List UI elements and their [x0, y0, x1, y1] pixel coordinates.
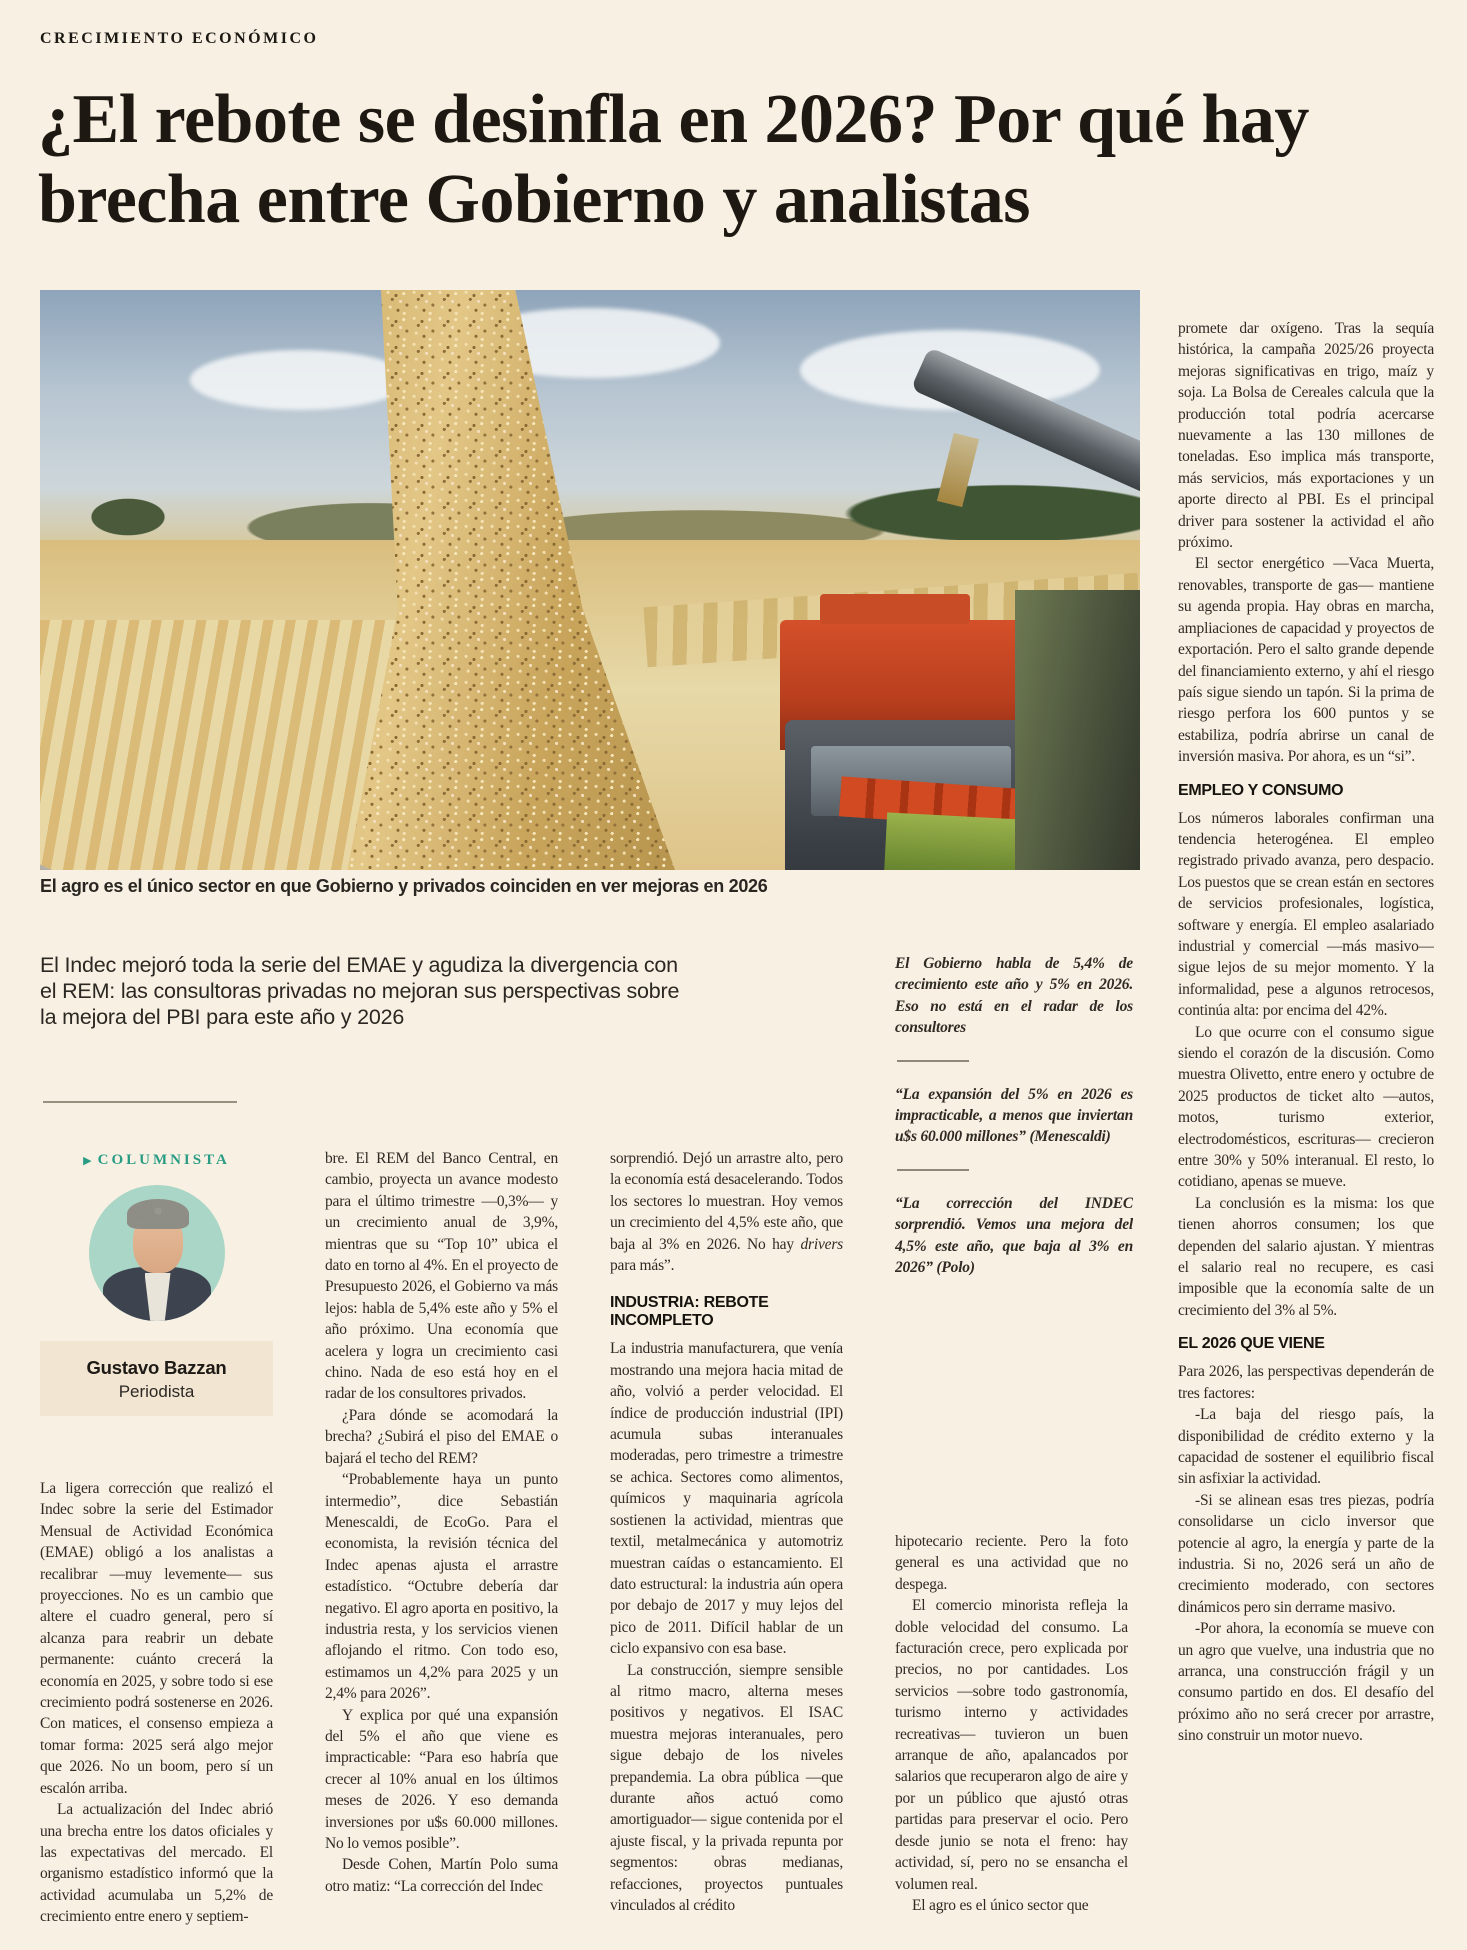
- columnist-card: [40, 1152, 273, 1416]
- paragraph: Lo que ocurre con el consumo sigue siendo el corazón de la discusión. Como muestra Olivetto, entre enero y octubre de 2025 productos de ticket alto —autos, motos, turismo exterior, electrodomésticos, escrituras— crecieron entre 30% y 50% interanual. El resto, lo cotidiano, apenas se mueve.: [1178, 1023, 1434, 1191]
- paragraph: La conclusión es la misma: los que tienen ahorros consumen; los que dependen del salario ajustan. Y mientras el salario real no recupere, es casi imposible que la economía salte de un crecimiento del 3% al 5%.: [1178, 1194, 1434, 1319]
- columnist-role: Periodista: [118, 1382, 195, 1401]
- pullquote-divider: [897, 1169, 969, 1171]
- pullquote-government: El Gobierno habla de 5,4% de crecimiento este año y 5% en 2026. Eso no está en el radar de los consultores: [895, 955, 1133, 1037]
- paragraph: La industria manufacturera, que venía mostrando una mejora hacia mitad de año, volvió a perder velocidad. El índice de producción industrial (IPI) acumula subas interanuales moderadas, pero trimestre a trimestre se achica. Sectores como alimentos, químicos y maquinaria agrícola sostienen la actividad, mientras que textil, metalmecánica y automotriz muestran caídas o estancamiento. El dato estructural: la industria aún opera por debajo de 2017 y muy lejos del pico de 2011. Difícil hablar de un ciclo expansivo con esa base.: [610, 1340, 843, 1658]
- paragraph: hipotecario reciente. Pero la foto general es una actividad que no despega.: [895, 1533, 1128, 1593]
- columnist-name-card: [40, 1341, 273, 1416]
- paragraph: La actualización del Indec abrió una brecha entre los datos oficiales y las expectativas del mercado. El organismo estadístico informó que la actividad acumulaba un 5,2% de crecimiento entre enero y septiem-: [40, 1801, 273, 1926]
- section-header-empleo: EMPLEO Y CONSUMO: [1178, 781, 1344, 799]
- paragraph: [610, 1148, 843, 1276]
- pullquote-column: [895, 953, 1133, 1513]
- paragraph: Los números laborales confirman una tendencia heterogénea. El empleo registrado privado avanza, pero despacio. Los puestos que se crean están en sectores de servicios profesionales, logística, software y energía. El empleo asalariado industrial y comercial —más masivo— sigue lejos de su mejor momento. Y la informalidad, pese a algunos retrocesos, continúa alta: por encima del 42%.: [1178, 809, 1434, 1020]
- avatar-hair: [127, 1199, 189, 1229]
- paragraph: La construcción, siempre sensible al ritmo macro, alterna meses positivos y negativos. El ISAC muestra mejoras interanuales, pero sigue debajo de los niveles prepandemia. La obra pública —que durante años actuó como amortiguador— sigue contenida por el ajuste fiscal, y la privada repunta por segmentos: obras medianas, refacciones, proyectos puntuales vinculados al crédito: [610, 1661, 843, 1914]
- columnist-label-text: COLUMNISTA: [97, 1152, 230, 1168]
- pullquote-divider: [897, 1060, 969, 1062]
- paragraph: bre. El REM del Banco Central, en cambio, proyecta un avance modesto para el último trimestre —0,3%— y un crecimiento anual de 3,9%, mientras que su “Top 10” ubica el dato en torno al 4%. En el proyecto de Presupuesto 2026, el Gobierno va más lejos: habla de 5,4% este año y 5% el año próximo. Una economía que acelera y logra un crecimiento casi chino. Nada de eso está hoy en el radar de los consultores privados.: [325, 1150, 558, 1403]
- photo-treeline: [40, 475, 1140, 545]
- paragraph: El comercio minorista refleja la doble velocidad del consumo. La facturación crece, pero explicada por precios, no por cantidades. Los servicios —sobre todo gastronomía, turismo interno y actividades recreativas— tuvieron un buen arranque de año, apalancados por salarios que recuperaron algo de aire y por un público que ajustó otras partidas para preservar el ocio. Pero desde junio se nota el freno: hay actividad, sí, pero no se ensancha el volumen real.: [895, 1597, 1128, 1893]
- paragraph-text: para más”.: [610, 1257, 675, 1275]
- columnist-label: [40, 1152, 273, 1169]
- paragraph: La ligera corrección que realizó el Indec sobre la serie del Estimador Mensual de Actividad Económica (EMAE) obligó a los analistas a recalibrar —muy levemente— sus proyecciones. No es un cambio que altere el cuadro general, pero sí alcanza para reabrir un debate permanente: cuánto crecerá la economía en 2025, y sobre todo si ese crecimiento podrá sostenerse en 2026. Con matices, el consenso empieza a tomar forma: 2025 será algo mejor que 2026. No un boom, pero sí un escalón arriba.: [40, 1480, 273, 1797]
- paragraph: -La baja del riesgo país, la disponibilidad de crédito externo y la capacidad de sostener el equilibrio fiscal sin asfixiar la actividad.: [1178, 1406, 1434, 1488]
- paragraph: “Probablemente haya un punto intermedio”, dice Sebastián Menescaldi, de EcoGo. Para el economista, la revisión técnica del Indec apenas ajusta el arrastre estadístico. “Octubre debería dar negativo. El agro aporta en positivo, la industria resta, y los servicios vienen aflojando el ritmo. Con todo eso, estimamos un 4,2% para 2025 y un 2,4% para 2026”.: [325, 1471, 558, 1703]
- italic-term: drivers: [800, 1235, 843, 1253]
- columnist-arrow-icon: ▶: [83, 1155, 92, 1167]
- pullquote-menescaldi: “La expansión del 5% en 2026 es impracticable, a menos que inviertan u$s 60.000 millones” (Menescaldi): [895, 1085, 1133, 1146]
- paragraph: ¿Para dónde se acomodará la brecha? ¿Subirá el piso del EMAE o bajará el techo del REM?: [325, 1406, 558, 1467]
- photo-caption: El agro es el único sector en que Gobierno y privados coinciden en ver mejoras en 2026: [40, 876, 768, 896]
- paragraph-text: sorprendió. Dejó un arrastre alto, pero la economía está desacelerando. Todos los sectores lo muestran. Hoy vemos un crecimiento del 4,5% este año, que baja al 3% en 2026. No hay: [610, 1150, 843, 1253]
- section-kicker: CRECIMIENTO ECONÓMICO: [40, 30, 319, 47]
- body-column-1: [40, 1478, 273, 1938]
- section-header-industria: INDUSTRIA: REBOTE INCOMPLETO: [610, 1294, 769, 1330]
- section-header-2026: EL 2026 QUE VIENE: [1178, 1335, 1325, 1353]
- subhead-divider: [43, 1101, 237, 1103]
- paragraph: -Por ahora, la economía se mueve con un agro que vuelve, una industria que no arranca, una construcción frágil y un consumo partido en dos. El desafío del próximo año no será crecer por arrastre, sino construir un motor nuevo.: [1178, 1620, 1434, 1745]
- paragraph: El agro es el único sector que: [912, 1896, 1089, 1914]
- columnist-name: Gustavo Bazzan: [86, 1357, 227, 1378]
- pullquote-polo: “La corrección del INDEC sorprendió. Vemos una mejora del 4,5% este año, que baja al 3% en 2026” (Polo): [895, 1194, 1133, 1277]
- article-subhead: El Indec mejoró toda la serie del EMAE y agudiza la divergencia con el REM: las consultoras privadas no mejoran sus perspectivas sobre la mejora del PBI para este año y 2026: [40, 953, 680, 1029]
- body-column-2: [325, 1148, 558, 1938]
- paragraph: Desde Cohen, Martín Polo suma otro matiz: “La corrección del Indec: [325, 1856, 558, 1895]
- paragraph: promete dar oxígeno. Tras la sequía histórica, la campaña 2025/26 proyecta mejoras significativas en trigo, maíz y soja. La Bolsa de Cereales calcula que la producción total podría acercarse nuevamente a las 130 millones de toneladas. Eso implica más transporte, más servicios, más exportaciones y un aporte directo al PBI. Es el principal driver para sostener la actividad el año próximo.: [1178, 320, 1434, 552]
- right-rail-column: [1178, 318, 1434, 1938]
- article-headline: ¿El rebote se desinfla en 2026? Por qué hay brecha entre Gobierno y analistas: [38, 81, 1309, 238]
- body-column-4: [895, 1531, 1128, 1938]
- photo-harvester-body: [1015, 590, 1140, 870]
- columnist-avatar: [89, 1185, 225, 1321]
- body-column-3: [610, 1148, 843, 1938]
- paragraph: Para 2026, las perspectivas dependerán de tres factores:: [1178, 1363, 1434, 1402]
- photo-cloud: [190, 350, 410, 410]
- article-photo: [40, 290, 1140, 870]
- paragraph: Y explica por qué una expansión del 5% el año que viene es impracticable: “Para eso habría que crecer al 10% anual en los últimos meses de 2026. Y eso demanda inversiones por u$s 60.000 millones. No lo vemos posible”.: [325, 1706, 558, 1852]
- paragraph: El sector energético —Vaca Muerta, renovables, transporte de gas— mantiene su agenda propia. Hay obras en marcha, ampliaciones de capacidad y proyectos de exportación. Pero el salto grande depende del financiamiento externo, y ahí el riesgo país sigue siendo un tapón. Si la prima de riesgo perfora los 600 puntos y se estabiliza, podría abrirse un canal de inversión masiva. Por ahora, es un “si”.: [1178, 555, 1434, 766]
- paragraph: -Si se alinean esas tres piezas, podría consolidarse un ciclo inversor que potencie al agro, la energía y parte de la industria. Si no, 2026 será un año de crecimiento moderado, con sectores dinámicos pero sin derrame masivo.: [1178, 1491, 1434, 1616]
